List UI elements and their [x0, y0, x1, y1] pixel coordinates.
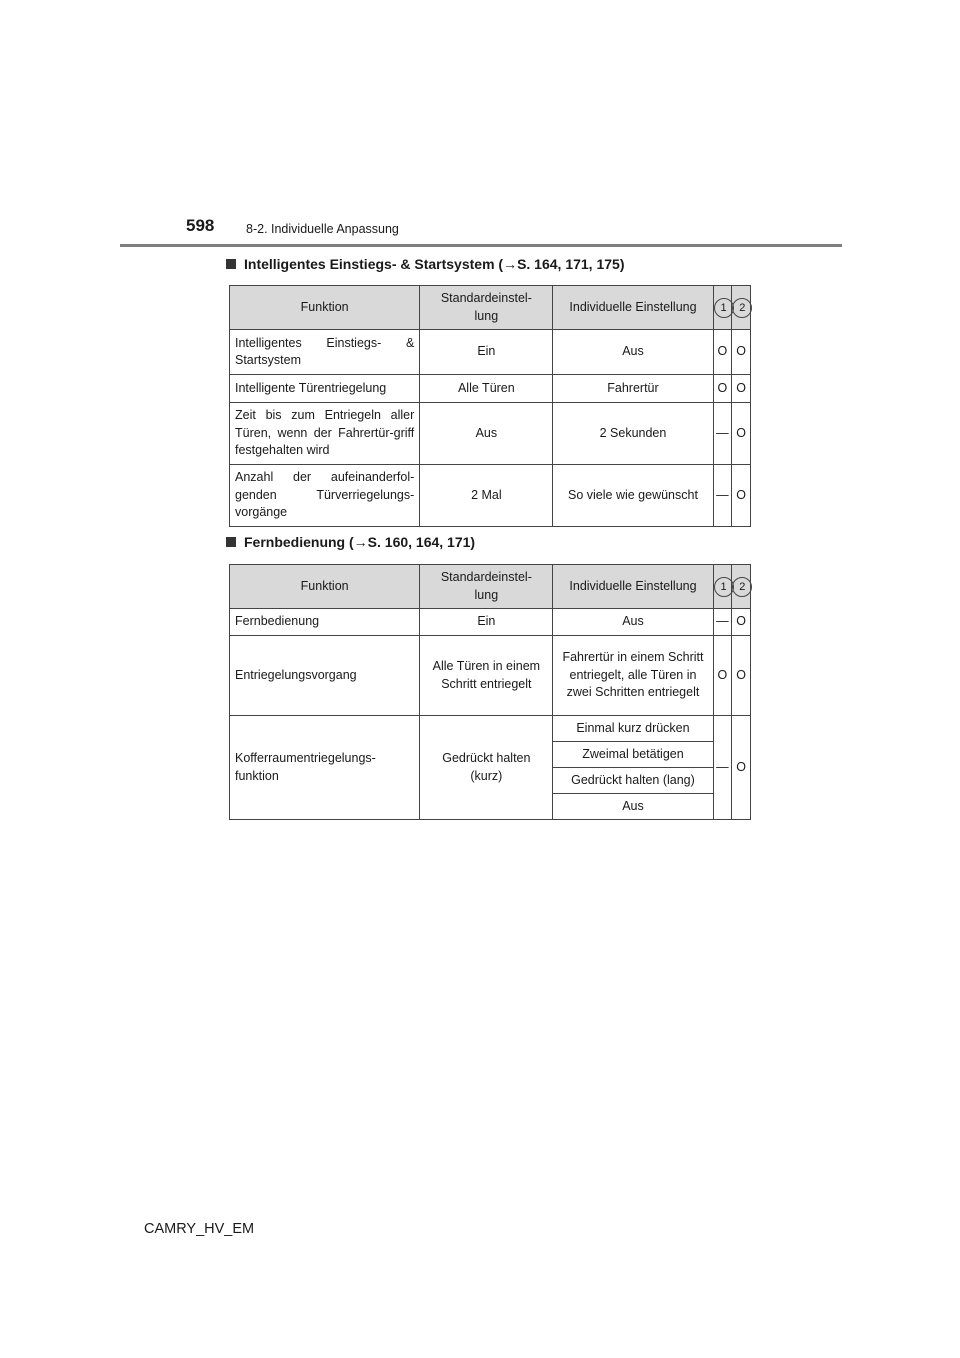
cell-custom-option: Gedrückt halten (lang): [553, 768, 713, 794]
cell-function: Anzahl der aufeinanderfol-genden Türverriegelungs-vorgänge: [230, 465, 420, 527]
circled-one-icon: 1: [714, 577, 734, 597]
table-row: [230, 609, 751, 636]
cell-function: Intelligentes Einstiegs- & Startsystem: [230, 330, 420, 375]
cell-mark-2: O: [732, 716, 751, 820]
section-heading-smart-key: [226, 256, 624, 272]
cell-mark-2: O: [732, 403, 751, 465]
square-bullet-icon: [226, 537, 236, 547]
square-bullet-icon: [226, 259, 236, 269]
cell-default: Alle Türen: [420, 375, 553, 403]
cell-mark-2: O: [732, 609, 751, 636]
circled-two-icon: 2: [732, 298, 752, 318]
cell-mark-1: —: [713, 716, 732, 820]
cell-custom-option: Zweimal betätigen: [553, 742, 713, 768]
page-number: 598: [186, 216, 215, 235]
remote-table: [229, 564, 751, 820]
smart-key-table: [229, 285, 751, 527]
section-heading-remote: [226, 534, 475, 550]
cell-custom-option: Einmal kurz drücken: [553, 716, 713, 742]
col-header-function: Funktion: [230, 565, 420, 609]
table-row: [230, 716, 751, 742]
table-row: [230, 636, 751, 716]
cell-mark-1: —: [713, 465, 732, 527]
col-header-2: [732, 286, 751, 330]
cell-custom: Fahrertür in einem Schritt entriegelt, alle Türen in zwei Schritten entriegelt: [553, 636, 713, 716]
cell-function: Intelligente Türentriegelung: [230, 375, 420, 403]
table-header-row: [230, 565, 751, 609]
cell-mark-1: O: [713, 375, 732, 403]
table-header-row: [230, 286, 751, 330]
cell-function: Kofferraumentriegelungs-funktion: [230, 716, 420, 820]
cell-function: Fernbedienung: [230, 609, 420, 636]
col-header-custom: Individuelle Einstellung: [553, 565, 713, 609]
table-row: [230, 375, 751, 403]
circled-one-icon: 1: [714, 298, 734, 318]
section-heading-text: Intelligentes Einstiegs- & Startsystem (→S. 164, 171, 175): [244, 256, 625, 272]
col-header-1: [713, 286, 732, 330]
cell-mark-1: —: [713, 609, 732, 636]
section-heading-text: Fernbedienung (→S. 160, 164, 171): [244, 534, 476, 550]
cell-default: Gedrückt halten (kurz): [420, 716, 553, 820]
cell-custom-option: Aus: [553, 794, 713, 820]
cell-function: Zeit bis zum Entriegeln aller Türen, wenn der Fahrertür-griff festgehalten wird: [230, 403, 420, 465]
cell-mark-1: O: [713, 636, 732, 716]
col-header-default: Standardeinstel- lung: [420, 565, 553, 609]
table-row: [230, 465, 751, 527]
cell-mark-2: O: [732, 330, 751, 375]
cell-mark-2: O: [732, 375, 751, 403]
circled-two-icon: 2: [732, 577, 752, 597]
cell-mark-1: —: [713, 403, 732, 465]
cell-function: Entriegelungsvorgang: [230, 636, 420, 716]
cell-default: Ein: [420, 609, 553, 636]
col-header-default: Standardeinstel- lung: [420, 286, 553, 330]
cell-custom: So viele wie gewünscht: [553, 465, 713, 527]
header-rule: [120, 244, 842, 247]
footer-model-code: CAMRY_HV_EM: [144, 1221, 255, 1237]
cell-mark-1: O: [713, 330, 732, 375]
cell-default: 2 Mal: [420, 465, 553, 527]
cell-custom: Aus: [553, 609, 713, 636]
table-row: [230, 330, 751, 375]
table-row: [230, 403, 751, 465]
col-header-2: [732, 565, 751, 609]
cell-custom: Fahrertür: [553, 375, 713, 403]
cell-mark-2: O: [732, 465, 751, 527]
cell-mark-2: O: [732, 636, 751, 716]
col-header-function: Funktion: [230, 286, 420, 330]
chapter-title: 8-2. Individuelle Anpassung: [246, 222, 399, 236]
cell-default: Alle Türen in einem Schritt entriegelt: [420, 636, 553, 716]
cell-custom: Aus: [553, 330, 713, 375]
col-header-custom: Individuelle Einstellung: [553, 286, 713, 330]
col-header-1: [713, 565, 732, 609]
cell-default: Ein: [420, 330, 553, 375]
cell-custom: 2 Sekunden: [553, 403, 713, 465]
cell-default: Aus: [420, 403, 553, 465]
